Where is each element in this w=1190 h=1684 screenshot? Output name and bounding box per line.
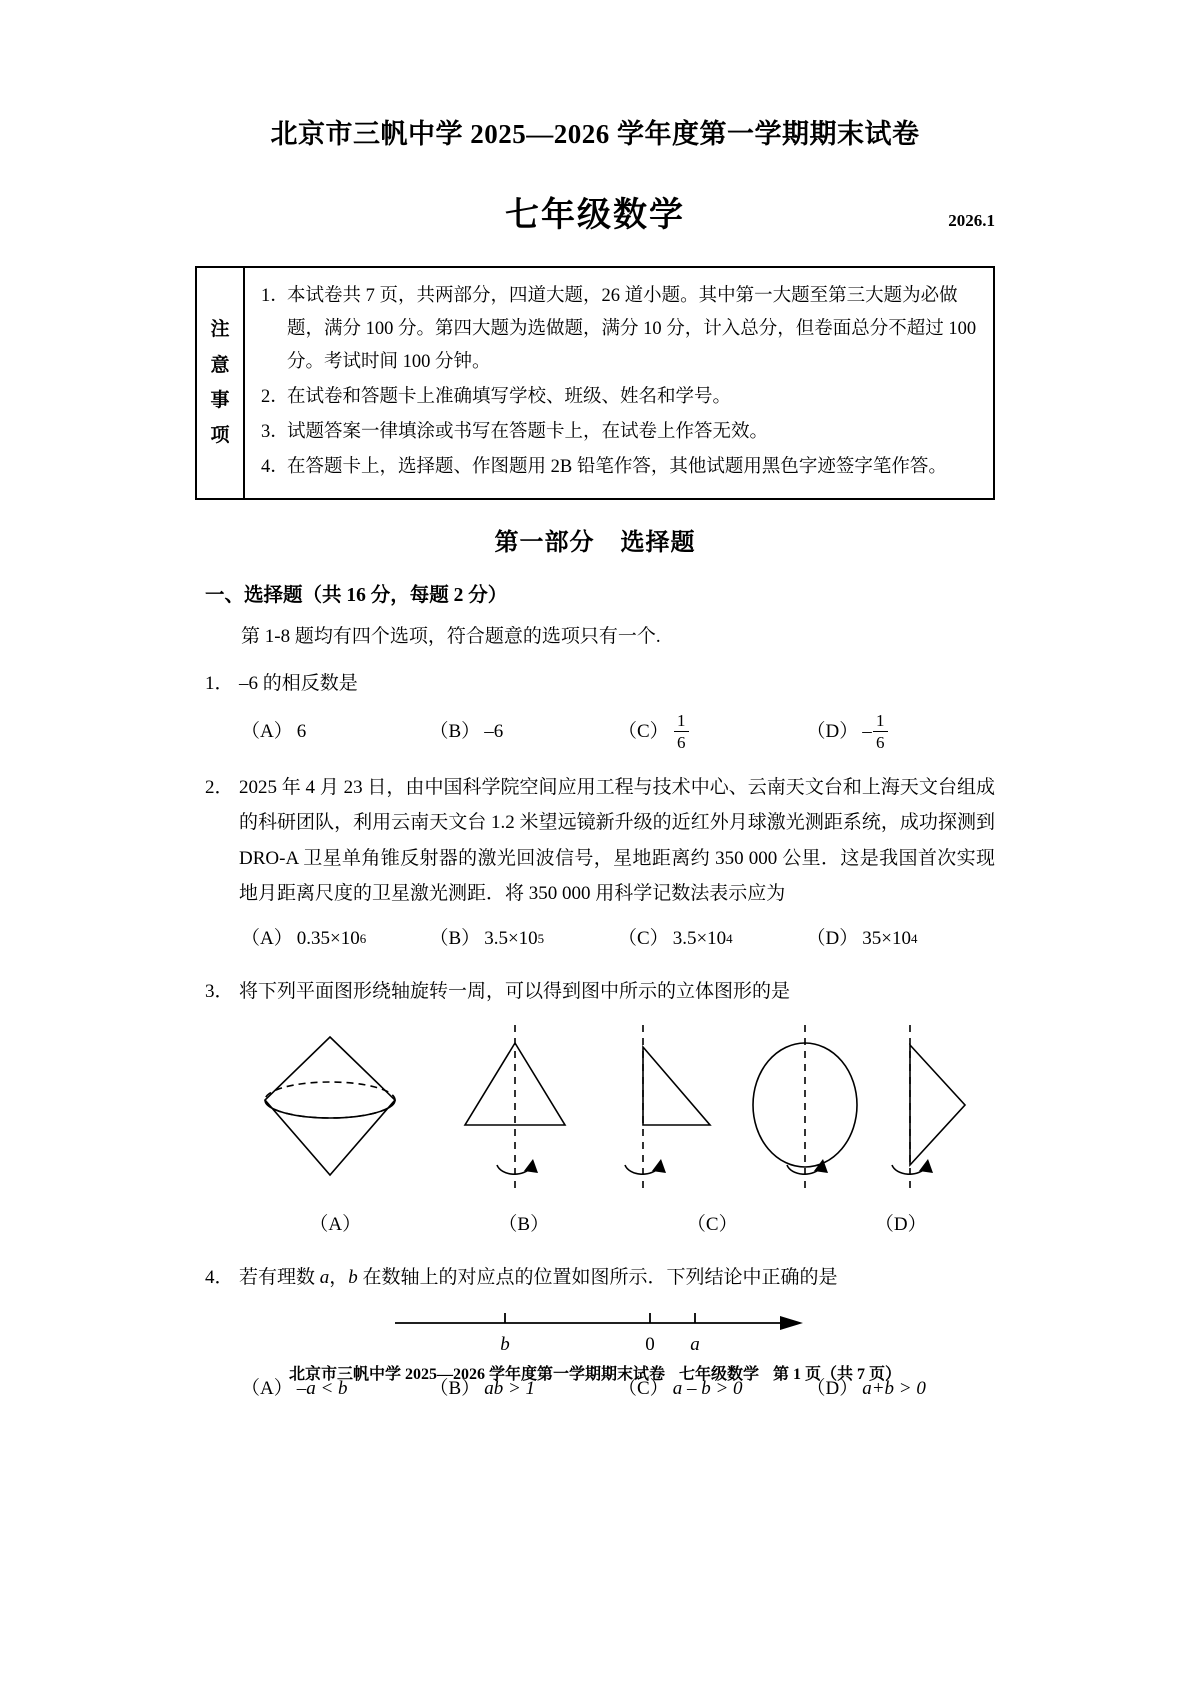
- question-3-figure-labels: [205, 1207, 995, 1242]
- notice-item-number: 3．: [261, 421, 289, 442]
- option-label: （B）: [429, 720, 481, 742]
- subject-title: 七年级数学: [505, 197, 685, 234]
- option-label: （B）: [429, 927, 481, 949]
- option-label: （B）: [429, 1378, 481, 1400]
- option-d[interactable]: [807, 921, 996, 956]
- fraction-numerator: 1: [676, 710, 686, 730]
- notice-item-text: 本试卷共 7 页，共两部分，四道大题，26 道小题。其中第一大题至第三大题为必做题，满分 100 分。第四大题为选做题，满分 10 分，计入总分，但卷面总分不超过 100 分。考试时间 100 分钟。: [287, 286, 977, 372]
- option-exponent: 4: [910, 930, 918, 946]
- notice-label-char-0: 注: [210, 319, 230, 341]
- notice-item-text: 在试卷和答题卡上准确填写学校、班级、姓名和学号。: [287, 386, 732, 407]
- fraction-bar: [873, 731, 888, 733]
- notice-item-text: 试题答案一律填涂或书写在答题卡上，在试卷上作答无效。: [287, 421, 769, 442]
- question-4: [205, 1260, 995, 1406]
- question-number: 3．: [205, 981, 234, 1003]
- option-a[interactable]: [241, 921, 430, 956]
- numberline-svg: [385, 1305, 815, 1361]
- negative-fraction: [862, 711, 889, 753]
- footer-page-number: 第 1 页（共 7 页）: [773, 1366, 902, 1383]
- question-text: 将下列平面图形绕轴旋转一周，可以得到图中所示的立体图形的是: [239, 981, 791, 1003]
- rotation-figures-svg: [220, 1015, 980, 1205]
- option-label: （A）: [241, 927, 293, 949]
- figure-label-a: （A）: [309, 1214, 362, 1236]
- question-3-figures: [205, 1015, 995, 1205]
- option-b[interactable]: [430, 711, 619, 753]
- option-exponent: 4: [726, 930, 733, 946]
- fraction-one-sixth: [873, 711, 888, 753]
- option-a-figure: [465, 1025, 565, 1190]
- question-number: 2．: [205, 777, 234, 799]
- footer-school-line: 北京市三帆中学 2025—2026 学年度第一学期期末试卷: [288, 1366, 665, 1383]
- exam-date: 2026.1: [948, 211, 995, 230]
- question-2-options: [205, 921, 995, 956]
- option-label: （D）: [806, 1378, 859, 1400]
- numberline-tick-0: 0: [645, 1334, 655, 1356]
- question-text: –6 的相反数是: [239, 672, 358, 694]
- option-mantissa: 0.35×10: [296, 927, 360, 949]
- notice-box: [195, 266, 995, 500]
- option-value: a+b > 0: [862, 1378, 926, 1400]
- figure-label-b: （B）: [498, 1214, 550, 1236]
- part-label: 第一部分: [494, 529, 595, 556]
- numberline-arrow: [780, 1316, 803, 1330]
- option-label: （A）: [241, 1378, 293, 1400]
- variable-b: b: [348, 1267, 358, 1289]
- option-value: 6: [296, 720, 307, 742]
- option-a[interactable]: [241, 711, 430, 753]
- notice-item-text: 在答题卡上，选择题、作图题用 2B 铅笔作答，其他试题用黑色字迹签字笔作答。: [287, 456, 947, 477]
- option-exponent: 5: [537, 930, 545, 946]
- option-label: （A）: [241, 720, 293, 742]
- question-text: [239, 1260, 995, 1295]
- question-2: [205, 770, 995, 956]
- option-c[interactable]: [618, 711, 807, 753]
- notice-label: [197, 268, 245, 498]
- fraction-denominator: 6: [875, 733, 885, 753]
- option-value: –6: [484, 720, 504, 742]
- option-label: （C）: [618, 1378, 669, 1400]
- page-title: 北京市三帆中学 2025—2026 学年度第一学期期末试卷: [270, 119, 920, 149]
- fraction-one-sixth: [674, 711, 689, 753]
- option-mantissa: 3.5×10: [484, 927, 538, 949]
- option-c[interactable]: [618, 921, 807, 956]
- bicone-solid-figure: [265, 1037, 395, 1175]
- notice-item: [261, 381, 981, 414]
- notice-item: [261, 416, 981, 449]
- option-value: a – b > 0: [672, 1378, 743, 1400]
- footer-subject: 七年级数学: [678, 1366, 759, 1383]
- option-value: ab > 1: [484, 1378, 536, 1400]
- fraction-bar: [674, 731, 689, 733]
- section-note: 第 1-8 题均有四个选项，符合题意的选项只有一个.: [241, 625, 661, 647]
- option-d[interactable]: [807, 711, 996, 753]
- notice-label-char-1: 意: [210, 354, 230, 376]
- question-1-options: [205, 711, 995, 753]
- option-b[interactable]: [430, 921, 619, 956]
- option-d-figure: [892, 1025, 965, 1190]
- option-mantissa: 35×10: [862, 927, 911, 949]
- section-title: 一、选择题（共 16 分，每题 2 分）: [205, 584, 508, 606]
- option-value: –a < b: [296, 1378, 348, 1400]
- exam-content: [195, 579, 995, 1407]
- numberline-tick-a: a: [690, 1334, 700, 1356]
- notice-item: [261, 280, 981, 379]
- figure-label-c: （C）: [686, 1214, 738, 1236]
- question-text-part-0: 若有理数: [239, 1267, 320, 1289]
- notice-item-number: 1．: [261, 286, 289, 306]
- fraction-denominator: 6: [676, 733, 686, 753]
- notice-item-number: 2．: [261, 386, 289, 407]
- option-label: （C）: [618, 927, 669, 949]
- notice-item: [261, 451, 981, 484]
- question-text: 2025 年 4 月 23 日，由中国科学院空间应用工程与技术中心、云南天文台和上海天文台组成的科研团队，利用云南天文台 1.2 米望远镜新升级的近红外月球激光测距系统，成功探测到 DRO-A 卫星单角锥反射器的激光回波信号，星地距离约 350 000 公里．这是我国首次实现地月距离尺度的卫星激光测距．将 350 000 用科学记数法表示应为: [239, 777, 995, 904]
- question-text-part-4: 在数轴上的对应点的位置如图所示．下列结论中正确的是: [357, 1267, 838, 1289]
- notice-body: [245, 268, 993, 498]
- subject-row: [0, 187, 1190, 233]
- minus-sign: –: [862, 720, 872, 742]
- page-footer: [0, 1361, 1190, 1384]
- question-1: [205, 666, 995, 753]
- option-label: （D）: [806, 720, 859, 742]
- fraction-numerator: 1: [875, 710, 885, 730]
- option-mantissa: 3.5×10: [672, 927, 727, 949]
- numberline-tick-b: b: [500, 1334, 510, 1356]
- question-3: [205, 974, 995, 1242]
- option-label: （C）: [618, 720, 669, 742]
- question-number: 4．: [205, 1267, 234, 1289]
- question-number: 1．: [205, 672, 234, 694]
- option-exponent: 6: [359, 930, 367, 946]
- option-c-figure: [753, 1025, 857, 1190]
- part-heading: [0, 522, 1190, 557]
- notice-label-char-3: 项: [210, 424, 230, 446]
- notice-label-char-2: 事: [210, 389, 230, 411]
- option-b-figure: [625, 1025, 710, 1190]
- question-4-numberline: [205, 1305, 995, 1361]
- variable-a: a: [319, 1267, 330, 1289]
- notice-item-number: 4．: [261, 456, 289, 477]
- figure-label-d: （D）: [874, 1214, 927, 1236]
- question-text-part-2: ，: [329, 1267, 349, 1289]
- part-name: 选择题: [620, 529, 696, 556]
- option-label: （D）: [806, 927, 859, 949]
